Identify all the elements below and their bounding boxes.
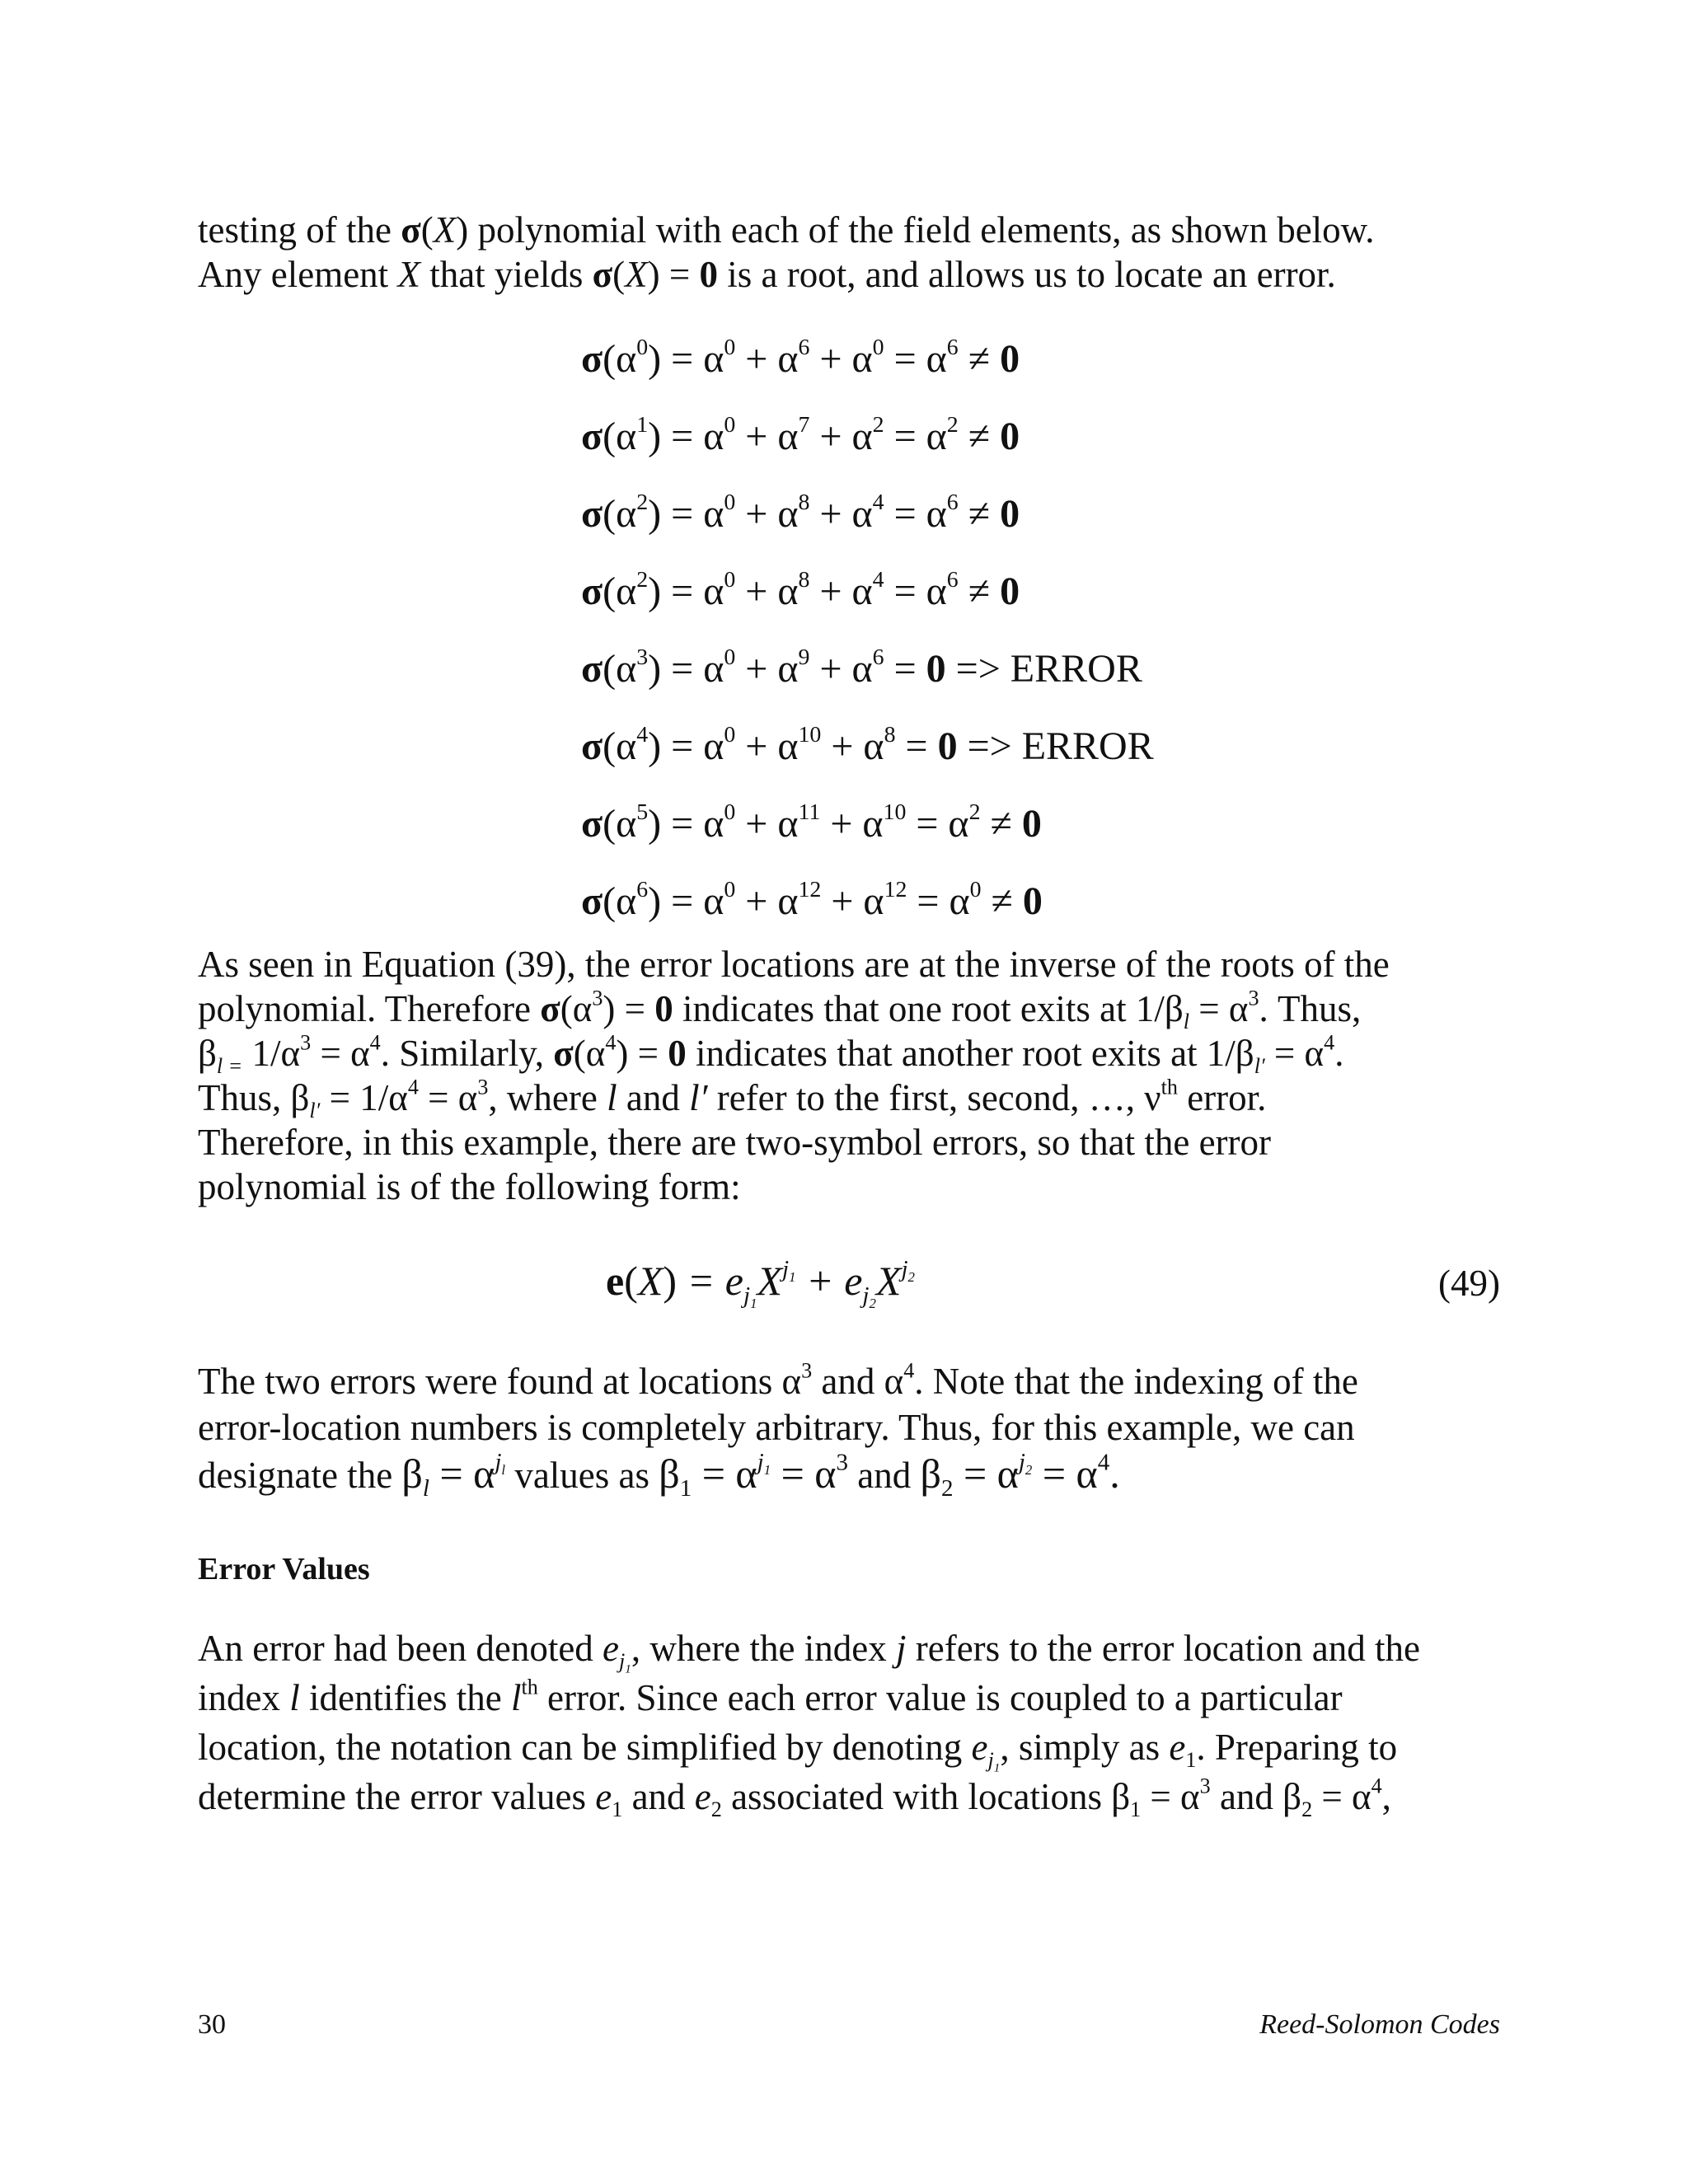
zero-bold: 0 bbox=[926, 647, 946, 691]
text: = α bbox=[893, 492, 947, 536]
text: ≠ bbox=[958, 415, 1001, 458]
superscript: 6 bbox=[946, 490, 959, 516]
text: . Note that the indexing of the bbox=[914, 1361, 1358, 1402]
subscript: 1 bbox=[993, 1761, 1001, 1775]
subscript: 1 bbox=[750, 1296, 757, 1312]
variable-e: e bbox=[603, 1628, 620, 1669]
text: ( bbox=[612, 254, 626, 295]
variable-e: e bbox=[971, 1727, 988, 1768]
text: As seen in Equation (39), the error locations are at the inverse of the roots of the bbox=[198, 944, 1390, 985]
superscript: 7 bbox=[798, 412, 810, 438]
zero-bold: 0 bbox=[937, 724, 958, 768]
text: = α bbox=[917, 879, 970, 923]
text: = α bbox=[1141, 1776, 1200, 1817]
text: j bbox=[743, 1282, 751, 1310]
equation-row bbox=[0, 801, 1688, 851]
text: , bbox=[1381, 1776, 1391, 1817]
superscript: 0 bbox=[724, 412, 736, 438]
superscript: 2 bbox=[872, 412, 884, 438]
superscript: 3 bbox=[300, 1030, 312, 1055]
variable-x: X bbox=[757, 1258, 783, 1304]
text: and bbox=[617, 1077, 690, 1118]
superscript: 0 bbox=[636, 335, 649, 361]
sigma-symbol: σ bbox=[581, 802, 603, 846]
equation-row bbox=[0, 414, 1688, 463]
superscript: 3 bbox=[836, 1449, 849, 1476]
text: identifies the bbox=[299, 1677, 511, 1718]
text: Any element bbox=[198, 254, 398, 295]
superscript bbox=[1018, 1449, 1033, 1479]
equation-49 bbox=[0, 1257, 1688, 1323]
text: error. bbox=[1177, 1077, 1267, 1118]
subscript: l′ bbox=[1254, 1054, 1265, 1079]
subscript: 2 bbox=[869, 1296, 876, 1312]
text: (α bbox=[560, 988, 593, 1029]
superscript: 6 bbox=[946, 335, 959, 361]
subscript: 2 bbox=[1025, 1462, 1033, 1479]
subscript: 1 bbox=[612, 1797, 623, 1822]
text: j bbox=[495, 1449, 502, 1476]
superscript: th bbox=[1160, 1075, 1178, 1099]
sigma-symbol: σ bbox=[581, 879, 603, 923]
text: Thus, β bbox=[198, 1077, 310, 1118]
superscript: 0 bbox=[724, 490, 736, 516]
text: and bbox=[622, 1776, 695, 1817]
equation-body: $\sigma(\alpha^5) = \alpha^0 + \alpha^{11} + \alpha^{10} = \alpha^2 \ne 0$ bbox=[581, 799, 1042, 846]
superscript: 4 bbox=[636, 722, 649, 748]
superscript: 4 bbox=[407, 1075, 419, 1099]
subscript bbox=[987, 1748, 1001, 1775]
zero-bold: 0 bbox=[654, 988, 673, 1029]
zero-bold: 0 bbox=[1000, 415, 1020, 458]
variable-x: X bbox=[625, 254, 648, 295]
superscript bbox=[901, 1256, 915, 1286]
text: = bbox=[893, 647, 926, 691]
equation-row bbox=[0, 569, 1688, 618]
text: . Similarly, bbox=[380, 1033, 554, 1074]
subscript: 1 bbox=[763, 1462, 771, 1479]
superscript: 8 bbox=[798, 490, 810, 516]
zero-bold: 0 bbox=[1000, 337, 1020, 381]
paragraph-error-locations bbox=[198, 942, 1500, 1209]
page-number: 30 bbox=[198, 2009, 226, 2040]
text: = α bbox=[418, 1077, 478, 1118]
superscript: 4 bbox=[872, 490, 884, 516]
subscript: l bbox=[422, 1475, 429, 1502]
subscript bbox=[619, 1649, 631, 1676]
superscript bbox=[495, 1449, 506, 1479]
intro-paragraph bbox=[198, 208, 1500, 297]
variable-j: j bbox=[895, 1628, 907, 1669]
superscript: th bbox=[521, 1675, 538, 1699]
subscript: 2 bbox=[710, 1797, 722, 1822]
equation-row bbox=[0, 879, 1688, 928]
equation-body: $\sigma(\alpha^1) = \alpha^0 + \alpha^7 + \alpha^2 = \alpha^2 \ne 0$ bbox=[581, 412, 1020, 458]
text: is a root, and allows us to locate an error. bbox=[718, 254, 1336, 295]
equation-body: $\sigma(\alpha^0) = \alpha^0 + \alpha^6 + \alpha^0 = \alpha^6 \ne 0$ bbox=[581, 335, 1020, 381]
text: = e bbox=[677, 1258, 743, 1304]
variable-x: X bbox=[637, 1258, 663, 1304]
subscript: l′ bbox=[309, 1099, 321, 1123]
superscript: 12 bbox=[884, 877, 907, 903]
superscript: 2 bbox=[968, 799, 981, 826]
superscript: 4 bbox=[903, 1358, 915, 1383]
variable-l: l bbox=[607, 1077, 617, 1118]
superscript: 0 bbox=[724, 567, 736, 593]
zero-bold: 0 bbox=[1000, 569, 1020, 613]
superscript: 3 bbox=[477, 1075, 489, 1099]
superscript: 4 bbox=[1371, 1774, 1382, 1798]
sigma-symbol: σ bbox=[581, 415, 603, 458]
variable-x: X bbox=[397, 254, 420, 295]
text: j bbox=[782, 1256, 790, 1283]
equation-body: $\sigma(\alpha^4) = \alpha^0 + \alpha^{10} + \alpha^8 = 0$ => ERROR bbox=[581, 722, 1154, 768]
equation-body: $\sigma(\alpha^3) = \alpha^0 + \alpha^9 + \alpha^6 = 0$ => ERROR bbox=[581, 644, 1142, 691]
text: = α bbox=[692, 1451, 757, 1497]
text: = α bbox=[893, 569, 947, 613]
sigma-symbol: σ bbox=[581, 724, 603, 768]
variable-x: X bbox=[875, 1258, 902, 1304]
variable-e: e bbox=[694, 1776, 711, 1817]
superscript: 8 bbox=[884, 722, 896, 748]
subscript bbox=[743, 1282, 757, 1312]
text: β bbox=[401, 1451, 423, 1497]
text: indicates that another root exits at 1/β bbox=[686, 1033, 1254, 1074]
zero-bold: 0 bbox=[1022, 879, 1043, 923]
error-flag: => ERROR bbox=[945, 647, 1142, 691]
text: ) = bbox=[603, 988, 655, 1029]
subscript: l bbox=[1183, 1010, 1190, 1034]
sigma-symbol: σ bbox=[592, 254, 613, 295]
text: j bbox=[987, 1748, 994, 1773]
text: = α bbox=[916, 802, 969, 846]
superscript: 1 bbox=[636, 412, 649, 438]
equation-row bbox=[0, 491, 1688, 541]
variable-e: e bbox=[595, 1776, 612, 1817]
text: ≠ bbox=[980, 802, 1022, 846]
subscript: 1 bbox=[1185, 1748, 1197, 1773]
text: error. Since each error value is coupled to a particular bbox=[537, 1677, 1343, 1718]
error-flag: => ERROR bbox=[957, 724, 1154, 768]
text: j bbox=[757, 1449, 764, 1476]
text: = α bbox=[893, 337, 947, 381]
beta-values bbox=[659, 1449, 849, 1502]
text: = α bbox=[1312, 1776, 1372, 1817]
variable-l: l bbox=[289, 1677, 300, 1718]
zero-bold: 0 bbox=[1000, 492, 1020, 536]
text: = α bbox=[1264, 1033, 1325, 1074]
superscript: 2 bbox=[946, 412, 959, 438]
text: = α bbox=[1189, 988, 1249, 1029]
equation-row bbox=[0, 724, 1688, 773]
sigma-symbol: σ bbox=[401, 209, 421, 251]
text: j bbox=[619, 1649, 626, 1674]
subscript: 2 bbox=[907, 1269, 915, 1286]
text: . Thus, bbox=[1259, 988, 1362, 1029]
text: . Preparing to bbox=[1196, 1727, 1398, 1768]
text: refer to the first, second, …, ν bbox=[707, 1077, 1161, 1118]
paragraph-error-values bbox=[198, 1624, 1500, 1821]
superscript: 6 bbox=[872, 644, 884, 671]
superscript bbox=[757, 1449, 771, 1479]
text: = bbox=[905, 724, 938, 768]
text: An error had been denoted bbox=[198, 1628, 603, 1669]
text: refers to the error location and the bbox=[906, 1628, 1420, 1669]
superscript: 2 bbox=[636, 567, 649, 593]
text: β bbox=[920, 1451, 941, 1497]
text: = α bbox=[893, 415, 947, 458]
sigma-symbol: σ bbox=[581, 569, 603, 613]
text: = 1/α bbox=[320, 1077, 408, 1118]
subscript: 2 bbox=[1301, 1797, 1313, 1822]
superscript: 0 bbox=[724, 877, 736, 903]
text: ≠ bbox=[958, 492, 1001, 536]
superscript: 4 bbox=[369, 1030, 381, 1055]
superscript: 0 bbox=[724, 335, 736, 361]
text: = α bbox=[311, 1033, 370, 1074]
superscript: 10 bbox=[798, 722, 822, 748]
running-footer-title: Reed-Solomon Codes bbox=[1259, 2009, 1500, 2040]
text: ) = bbox=[647, 254, 700, 295]
text: , where the index bbox=[631, 1628, 896, 1669]
text: determine the error values bbox=[198, 1776, 596, 1817]
superscript: 2 bbox=[636, 490, 649, 516]
text: . bbox=[1109, 1451, 1120, 1497]
text: Therefore, in this example, there are two-symbol errors, so that the error bbox=[198, 1122, 1272, 1163]
text: (α bbox=[573, 1033, 606, 1074]
text: indicates that one root exits at 1/β bbox=[673, 988, 1184, 1029]
variable-x: X bbox=[433, 209, 457, 251]
text: polynomial is of the following form: bbox=[198, 1166, 741, 1207]
equation-body: $\sigma(\alpha^2) = \alpha^0 + \alpha^8 + \alpha^4 = \alpha^6 \ne 0$ bbox=[581, 490, 1020, 536]
sigma-symbol: σ bbox=[553, 1033, 574, 1074]
sigma-symbol: σ bbox=[581, 337, 603, 381]
beta-two-value bbox=[920, 1449, 1120, 1502]
superscript: 4 bbox=[872, 567, 884, 593]
text: e bbox=[606, 1258, 625, 1304]
subscript: l = bbox=[216, 1054, 243, 1079]
superscript: 11 bbox=[798, 799, 821, 826]
text: j bbox=[862, 1282, 870, 1310]
equation-number: (49) bbox=[1438, 1263, 1500, 1304]
text: j bbox=[901, 1256, 908, 1283]
text: + e bbox=[795, 1258, 863, 1304]
superscript: 10 bbox=[883, 799, 907, 826]
text: testing of the bbox=[198, 209, 401, 251]
superscript: 3 bbox=[801, 1358, 813, 1383]
superscript: 3 bbox=[1248, 986, 1259, 1010]
superscript: 4 bbox=[605, 1030, 617, 1055]
text: β bbox=[659, 1451, 680, 1497]
text: = α bbox=[429, 1451, 495, 1497]
text: and β bbox=[1210, 1776, 1302, 1817]
equation-row bbox=[0, 336, 1688, 386]
sigma-symbol: σ bbox=[581, 647, 603, 691]
superscript: 12 bbox=[798, 877, 822, 903]
text: error-location numbers is completely arbitrary. Thus, for this example, we can bbox=[198, 1407, 1355, 1448]
section-heading: Error Values bbox=[198, 1552, 370, 1586]
variable-l-prime: l′ bbox=[689, 1077, 708, 1118]
superscript bbox=[782, 1256, 796, 1286]
text: and α bbox=[812, 1361, 904, 1402]
text: j bbox=[1018, 1449, 1025, 1476]
text: 1/α bbox=[242, 1033, 301, 1074]
superscript: 4 bbox=[1097, 1449, 1110, 1476]
text: that yields bbox=[420, 254, 593, 295]
subscript bbox=[862, 1282, 876, 1312]
zero-bold: 0 bbox=[699, 254, 719, 295]
text: = α bbox=[953, 1451, 1019, 1497]
superscript: 5 bbox=[636, 799, 649, 826]
zero-bold: 0 bbox=[668, 1033, 687, 1074]
text: location, the notation can be simplified by denoting bbox=[198, 1727, 972, 1768]
superscript: 0 bbox=[724, 722, 736, 748]
subscript: 1 bbox=[789, 1269, 796, 1286]
superscript: 6 bbox=[946, 567, 959, 593]
text: = α bbox=[1032, 1451, 1098, 1497]
text: β bbox=[198, 1033, 217, 1074]
superscript: 0 bbox=[872, 335, 884, 361]
subscript: 2 bbox=[940, 1475, 954, 1502]
text: ≠ bbox=[981, 879, 1023, 923]
superscript: 0 bbox=[969, 877, 982, 903]
superscript: 3 bbox=[592, 986, 603, 1010]
subscript: 1 bbox=[679, 1475, 692, 1502]
equation-body: $\sigma(\alpha^2) = \alpha^0 + \alpha^8 + \alpha^4 = \alpha^6 \ne 0$ bbox=[581, 567, 1020, 613]
superscript: 8 bbox=[798, 567, 810, 593]
superscript: 0 bbox=[724, 644, 736, 671]
text: ≠ bbox=[958, 337, 1001, 381]
text: polynomial. Therefore bbox=[198, 988, 541, 1029]
text: ≠ bbox=[958, 569, 1001, 613]
text: designate the bbox=[198, 1455, 402, 1496]
text: = α bbox=[771, 1451, 837, 1497]
equation-49-body: $e(X) = e_{j_1}X^{j_1} + e_{j_2}X^{j_2}$ bbox=[606, 1256, 915, 1312]
text: The two errors were found at locations α bbox=[198, 1361, 802, 1402]
superscript: 6 bbox=[798, 335, 810, 361]
text: , simply as bbox=[1000, 1727, 1170, 1768]
text: and bbox=[848, 1455, 921, 1496]
text: associated with locations β bbox=[721, 1776, 1131, 1817]
text: index bbox=[198, 1677, 290, 1718]
zero-bold: 0 bbox=[1021, 802, 1042, 846]
equation-body: $\sigma(\alpha^6) = \alpha^0 + \alpha^{12} + \alpha^{12} = \alpha^0 \ne 0$ bbox=[581, 877, 1043, 923]
superscript: 0 bbox=[724, 799, 736, 826]
superscript: 3 bbox=[636, 644, 649, 671]
beta-l-definition bbox=[401, 1449, 506, 1502]
equation-row bbox=[0, 646, 1688, 696]
variable-l: l bbox=[510, 1677, 522, 1718]
superscript: 6 bbox=[636, 877, 649, 903]
superscript: 9 bbox=[798, 644, 810, 671]
text: values as bbox=[505, 1455, 659, 1496]
text: ( bbox=[420, 209, 434, 251]
text: , where bbox=[488, 1077, 607, 1118]
sigma-symbol: σ bbox=[540, 988, 560, 1029]
subscript: l bbox=[501, 1462, 506, 1479]
text: ) = bbox=[616, 1033, 668, 1074]
superscript: 4 bbox=[1324, 1030, 1335, 1055]
variable-e: e bbox=[1169, 1727, 1186, 1768]
superscript: 3 bbox=[1199, 1774, 1211, 1798]
subscript: 1 bbox=[1130, 1797, 1142, 1822]
text: ) polynomial with each of the field elements, as shown below. bbox=[456, 209, 1375, 251]
subscript: 1 bbox=[625, 1662, 631, 1676]
sigma-symbol: σ bbox=[581, 492, 603, 536]
text: . bbox=[1334, 1033, 1344, 1074]
paragraph-error-indexing bbox=[198, 1358, 1500, 1502]
